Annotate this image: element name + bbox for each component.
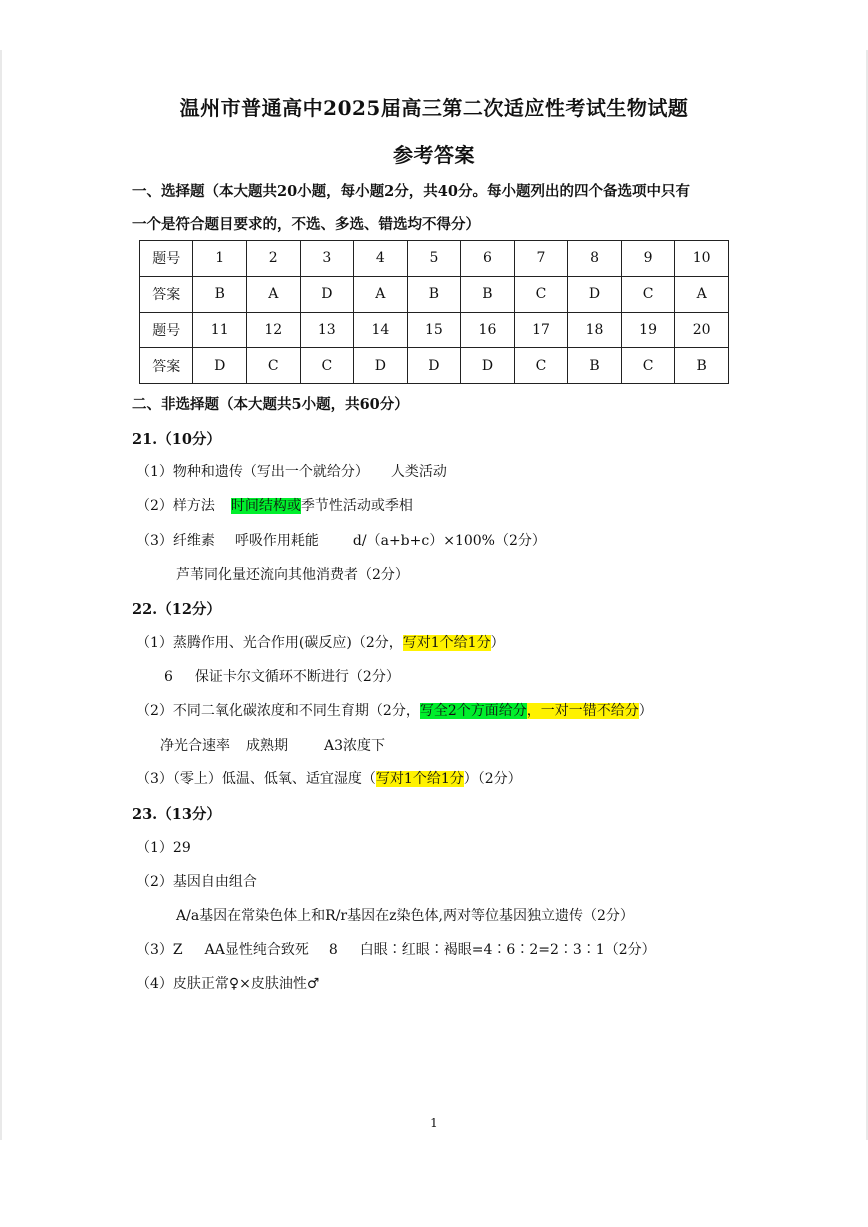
q22-2-highlight-green: 写全2个方面给分 (419, 703, 527, 719)
q22-2-highlight-yellow: ，一对一错不给分 (526, 703, 639, 719)
q21-2-answer: （2）样方法 (136, 498, 215, 514)
q22-line4 (160, 735, 385, 755)
table-cell: C (514, 276, 568, 312)
table-cell: 8 (568, 241, 622, 277)
q23-line4 (136, 939, 656, 959)
q21-line2 (136, 495, 413, 515)
table-cell: C (246, 348, 300, 384)
table-row-label: 题号 (140, 241, 193, 277)
q21-3-answer-c: d/（a+b+c）×100%（2分） (352, 533, 546, 549)
q22-2-answer: （2）不同二氧化碳浓度和不同生育期（2分， (136, 703, 420, 719)
table-row (140, 241, 729, 277)
q21-2-highlight: 时间结构或 (230, 498, 301, 514)
q22-line2 (164, 666, 400, 686)
table-cell: 17 (514, 312, 568, 348)
q22-2-close: ） (638, 703, 653, 719)
section1-heading-line2: 一个是符合题目要求的，不选、多选、错选均不得分） (132, 216, 480, 233)
q22-line5 (136, 768, 522, 788)
q21-1-answer-b: 人类活动 (390, 464, 447, 480)
q21-3-answer: （3）纤维素 (136, 533, 215, 549)
q21-1-answer: （1）物种和遗传（写出一个就给分） (136, 464, 369, 480)
table-cell: D (193, 348, 247, 384)
q22-3-answer: （3）（零上）低温、低氧、适宜湿度（ (136, 771, 376, 787)
table-cell: D (568, 276, 622, 312)
table-cell: 11 (193, 312, 247, 348)
table-cell: C (514, 348, 568, 384)
q22-1-close: ） (490, 635, 505, 651)
table-row-label: 题号 (140, 312, 193, 348)
q23-line1: （1）29 (136, 840, 191, 856)
q22-2-answer-a: 净光合速率 (160, 738, 230, 754)
q22-1-answer-b: 保证卡尔文循环不断进行（2分） (194, 669, 400, 685)
table-cell: B (461, 276, 515, 312)
table-cell: 9 (621, 241, 675, 277)
q21-line3 (136, 530, 546, 550)
table-cell: 18 (568, 312, 622, 348)
q23-line3: A/a基因在常染色体上和R/r基因在z染色体,两对等位基因独立遗传（2分） (176, 908, 634, 924)
q21-heading: 21.（10分） (132, 431, 221, 448)
document-subtitle: 参考答案 (393, 143, 475, 167)
page-edge-left (0, 50, 2, 1140)
q22-1-number: 6 (164, 669, 173, 685)
answer-table (139, 240, 729, 384)
q23-line5: （4）皮肤正常♀×皮肤油性♂ (136, 976, 320, 992)
table-cell: 20 (675, 312, 729, 348)
q22-3-close: ）（2分） (463, 771, 522, 787)
table-cell: D (461, 348, 515, 384)
q22-2-answer-c: A3浓度下 (324, 738, 386, 754)
table-cell: 16 (461, 312, 515, 348)
section2-heading: 二、非选择题（本大题共5小题，共60分） (132, 396, 409, 413)
q23-3-answer-b: AA显性纯合致死 (204, 942, 309, 958)
table-cell: 3 (300, 241, 354, 277)
table-cell: A (354, 276, 408, 312)
table-cell: 15 (407, 312, 461, 348)
table-cell: D (407, 348, 461, 384)
q22-heading: 22.（12分） (132, 601, 221, 618)
q21-2-answer-b: 季节性活动或季相 (300, 498, 413, 514)
table-cell: B (407, 276, 461, 312)
table-cell: 14 (354, 312, 408, 348)
q23-3-answer-a: （3）Z (136, 942, 183, 958)
q21-line1 (136, 461, 447, 481)
table-cell: C (621, 348, 675, 384)
table-row-label: 答案 (140, 276, 193, 312)
table-cell: B (675, 348, 729, 384)
table-cell: 1 (193, 241, 247, 277)
table-cell: 5 (407, 241, 461, 277)
table-row (140, 276, 729, 312)
table-cell: 6 (461, 241, 515, 277)
q22-line1 (136, 632, 505, 652)
table-row (140, 348, 729, 384)
table-cell: 4 (354, 241, 408, 277)
table-row-label: 答案 (140, 348, 193, 384)
q22-3-highlight: 写对1个给1分 (375, 771, 464, 787)
table-cell: 7 (514, 241, 568, 277)
q22-line3 (136, 700, 653, 720)
q23-line2: （2）基因自由组合 (136, 874, 257, 890)
document-title: 温州市普通高中2025届高三第二次适应性考试生物试题 (179, 96, 689, 120)
page-number: 1 (430, 1116, 438, 1130)
table-cell: 10 (675, 241, 729, 277)
section1-heading-line1: 一、选择题（本大题共20小题，每小题2分，共40分。每小题列出的四个备选项中只有 (132, 183, 690, 200)
q22-1-answer: （1）蒸腾作用、光合作用(碳反应)（2分， (136, 635, 403, 651)
table-cell: 19 (621, 312, 675, 348)
table-row (140, 312, 729, 348)
q23-heading: 23.（13分） (132, 806, 221, 823)
q23-3-answer-c: 8 (328, 942, 338, 958)
table-cell: D (354, 348, 408, 384)
table-cell: C (621, 276, 675, 312)
table-cell: 2 (246, 241, 300, 277)
table-cell: B (193, 276, 247, 312)
table-cell: 13 (300, 312, 354, 348)
q22-1-highlight: 写对1个给1分 (402, 635, 491, 651)
q21-3-answer-b: 呼吸作用耗能 (234, 533, 319, 549)
table-cell: B (568, 348, 622, 384)
q23-3-answer-d: 白眼∶红眼∶褐眼=4∶6∶2=2∶3∶1（2分） (359, 942, 656, 958)
table-cell: A (675, 276, 729, 312)
q22-2-answer-b: 成熟期 (246, 738, 288, 754)
table-cell: C (300, 348, 354, 384)
table-cell: D (300, 276, 354, 312)
table-cell: 12 (246, 312, 300, 348)
q21-line4: 芦苇同化量还流向其他消费者（2分） (176, 567, 409, 583)
table-cell: A (246, 276, 300, 312)
